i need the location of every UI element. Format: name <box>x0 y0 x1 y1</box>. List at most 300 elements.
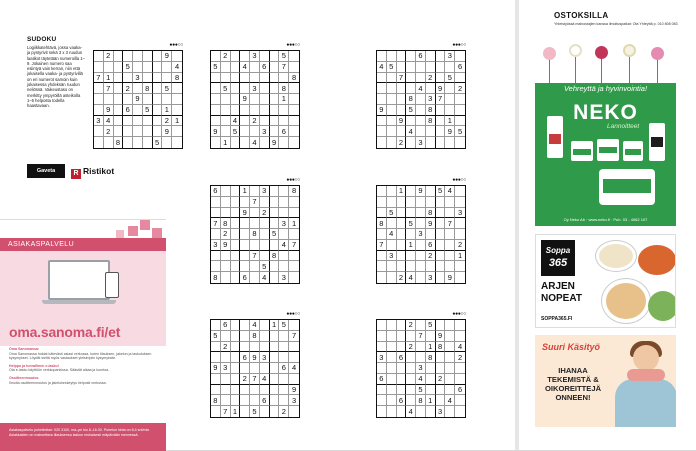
sudoku-cell <box>231 186 241 197</box>
sudoku-cell <box>387 406 397 417</box>
sudoku-cell: 2 <box>240 374 250 385</box>
sudoku-cell <box>416 342 426 353</box>
sudoku-cell <box>426 331 436 342</box>
sudoku-cell <box>377 73 387 84</box>
sudoku-cell: 4 <box>240 62 250 73</box>
sudoku-cell: 3 <box>377 352 387 363</box>
sudoku-cell: 8 <box>289 186 299 197</box>
sudoku-cell: 1 <box>406 240 416 251</box>
sudoku-cell <box>143 62 153 73</box>
sudoku-cell: 9 <box>240 208 250 219</box>
sudoku-cell <box>426 229 436 240</box>
sudoku-cell: 7 <box>279 62 289 73</box>
sudoku-cell <box>406 352 416 363</box>
sudoku-cell <box>143 51 153 62</box>
sudoku-cell <box>445 62 455 73</box>
sudoku-cell <box>94 62 104 73</box>
sudoku-cell <box>270 94 280 105</box>
sudoku-cell: 4 <box>387 229 397 240</box>
sudoku-cell: 2 <box>162 116 172 127</box>
sudoku-cell: 4 <box>406 272 416 283</box>
sudoku-cell <box>426 261 436 272</box>
sudoku-cell: 8 <box>172 73 182 84</box>
sudoku-cell <box>397 83 407 94</box>
sudoku-cell: 3 <box>416 229 426 240</box>
sudoku-cell <box>279 385 289 396</box>
sudoku-cell <box>377 331 387 342</box>
sudoku-cell <box>377 186 387 197</box>
sudoku-cell <box>416 218 426 229</box>
sudoku-cell <box>162 73 172 84</box>
sudoku-cell <box>387 137 397 148</box>
sudoku-cell <box>436 137 446 148</box>
sudoku-cell: 2 <box>221 229 231 240</box>
sudoku-cell <box>289 62 299 73</box>
sudoku-cell: 2 <box>260 208 270 219</box>
sudoku-cell: 3 <box>416 137 426 148</box>
sudoku-cell <box>133 83 143 94</box>
sudoku-cell <box>387 218 397 229</box>
sudoku-cell: 9 <box>397 116 407 127</box>
sudoku-cell: 1 <box>162 105 172 116</box>
neko-logo: NEKO <box>573 101 638 124</box>
sudoku-cell <box>377 385 387 396</box>
sudoku-cell: 6 <box>455 385 465 396</box>
sudoku-cell <box>436 272 446 283</box>
cs-header: ASIAKASPALVELU <box>0 238 166 251</box>
laptop-base-icon <box>42 300 116 304</box>
sudoku-cell <box>397 62 407 73</box>
sudoku-cell <box>387 105 397 116</box>
sudoku-cell: 6 <box>455 62 465 73</box>
sudoku-cell: 3 <box>445 51 455 62</box>
cs-url: oma.sanoma.fi/et <box>9 324 121 340</box>
sudoku-cell <box>455 320 465 331</box>
person-face-image <box>633 345 659 371</box>
sudoku-cell <box>445 137 455 148</box>
sudoku-cell <box>172 83 182 94</box>
sudoku-cell: 9 <box>377 105 387 116</box>
cs-heading-2: Helppo ja turvallinen e-lasku! <box>9 363 59 368</box>
sudoku-cell: 2 <box>455 352 465 363</box>
sudoku-cell: 2 <box>250 116 260 127</box>
sudoku-cell <box>387 94 397 105</box>
sudoku-cell: 5 <box>445 73 455 84</box>
sudoku-cell <box>211 208 221 219</box>
sudoku-cell <box>153 83 163 94</box>
sudoku-cell <box>153 62 163 73</box>
sudoku-cell: 5 <box>143 105 153 116</box>
sudoku-cell: 8 <box>221 218 231 229</box>
sudoku-cell: 6 <box>279 363 289 374</box>
sudoku-cell <box>445 385 455 396</box>
sudoku-cell <box>211 342 221 353</box>
sudoku-cell: 4 <box>279 240 289 251</box>
sudoku-cell <box>416 272 426 283</box>
sudoku-cell: 2 <box>406 342 416 353</box>
sudoku-cell: 2 <box>279 406 289 417</box>
sudoku-cell <box>426 197 436 208</box>
sudoku-cell: 7 <box>436 94 446 105</box>
sudoku-cell <box>406 374 416 385</box>
sudoku-cell <box>250 240 260 251</box>
sudoku-cell <box>455 374 465 385</box>
sudoku-cell <box>270 83 280 94</box>
sudoku-cell <box>250 261 260 272</box>
sudoku-cell <box>133 51 143 62</box>
sudoku-cell <box>279 186 289 197</box>
sudoku-cell <box>221 62 231 73</box>
sudoku-cell: 5 <box>387 62 397 73</box>
sudoku-cell <box>270 73 280 84</box>
sudoku-cell: 7 <box>377 240 387 251</box>
sudoku-cell <box>445 320 455 331</box>
sudoku-cell: 3 <box>436 406 446 417</box>
sudoku-cell: 1 <box>270 320 280 331</box>
sudoku-cell: 2 <box>455 83 465 94</box>
sudoku-cell <box>445 105 455 116</box>
sudoku-cell <box>231 208 241 219</box>
sudoku-cell <box>240 395 250 406</box>
sudoku-cell: 5 <box>387 208 397 219</box>
sudoku-cell <box>436 218 446 229</box>
sudoku-cell <box>377 342 387 353</box>
sudoku-cell: 7 <box>289 240 299 251</box>
sudoku-cell <box>445 261 455 272</box>
sudoku-cell <box>436 363 446 374</box>
sudoku-cell <box>231 395 241 406</box>
fertilizer-jar-image <box>571 141 593 161</box>
sudoku-cell <box>397 218 407 229</box>
sudoku-cell <box>211 406 221 417</box>
sudoku-cell <box>231 137 241 148</box>
sudoku-cell <box>94 137 104 148</box>
sudoku-cell <box>172 126 182 137</box>
food-plate-image <box>602 279 650 323</box>
sudoku-cell <box>397 229 407 240</box>
sudoku-cell: 9 <box>221 240 231 251</box>
sudoku-cell: 8 <box>270 251 280 262</box>
sudoku-cell <box>279 331 289 342</box>
sudoku-cell <box>270 272 280 283</box>
sudoku-cell <box>445 240 455 251</box>
sudoku-cell <box>221 126 231 137</box>
sudoku-cell: 2 <box>123 83 133 94</box>
sudoku-cell <box>416 94 426 105</box>
sudoku-cell <box>377 272 387 283</box>
difficulty-rating: ●●●○○ <box>452 311 466 317</box>
sudoku-cell <box>455 406 465 417</box>
sudoku-cell <box>445 331 455 342</box>
sudoku-cell <box>143 73 153 84</box>
sudoku-cell <box>270 331 280 342</box>
sudoku-cell <box>279 208 289 219</box>
sudoku-cell <box>279 342 289 353</box>
sudoku-grid <box>376 50 466 149</box>
sudoku-cell: 4 <box>445 395 455 406</box>
sudoku-cell <box>445 251 455 262</box>
sudoku-cell <box>240 83 250 94</box>
sudoku-cell <box>270 105 280 116</box>
difficulty-rating: ●●●○○ <box>452 42 466 48</box>
sudoku-cell <box>445 197 455 208</box>
sudoku-cell <box>416 197 426 208</box>
sudoku-cell <box>387 363 397 374</box>
sudoku-cell <box>260 137 270 148</box>
sudoku-cell <box>436 385 446 396</box>
sudoku-cell <box>231 105 241 116</box>
sudoku-cell: 5 <box>162 83 172 94</box>
sudoku-cell: 5 <box>455 126 465 137</box>
sudoku-cell: 8 <box>211 272 221 283</box>
sudoku-cell <box>250 342 260 353</box>
cs-heading-1: Oma Sanomassa: <box>9 347 40 351</box>
sudoku-cell <box>436 229 446 240</box>
sudoku-cell: 7 <box>221 406 231 417</box>
sudoku-cell <box>133 137 143 148</box>
sudoku-cell: 5 <box>436 186 446 197</box>
sudoku-cell <box>445 94 455 105</box>
sudoku-cell <box>455 116 465 127</box>
sudoku-cell <box>211 105 221 116</box>
sudoku-cell <box>240 331 250 342</box>
sudoku-cell <box>250 385 260 396</box>
sudoku-cell <box>240 73 250 84</box>
sudoku-puzzle-5 <box>376 177 466 285</box>
sudoku-cell <box>250 218 260 229</box>
sudoku-cell: 3 <box>94 116 104 127</box>
shopping-page <box>519 0 696 450</box>
sudoku-cell <box>270 197 280 208</box>
sudoku-cell <box>436 105 446 116</box>
sudoku-cell <box>250 73 260 84</box>
sudoku-cell: 2 <box>221 342 231 353</box>
sudoku-cell <box>270 385 280 396</box>
sudoku-cell <box>221 116 231 127</box>
sudoku-cell: 4 <box>250 320 260 331</box>
sudoku-cell <box>231 73 241 84</box>
soppa-logo-line1: Soppa <box>545 246 571 255</box>
sudoku-cell <box>240 320 250 331</box>
sudoku-cell <box>240 126 250 137</box>
fertilizer-bucket-image <box>599 169 655 205</box>
sudoku-cell <box>260 363 270 374</box>
sudoku-cell <box>377 137 387 148</box>
sudoku-cell: 4 <box>260 272 270 283</box>
sudoku-cell: 5 <box>426 320 436 331</box>
sudoku-cell <box>279 374 289 385</box>
sudoku-cell: 4 <box>416 83 426 94</box>
sudoku-cell <box>270 352 280 363</box>
sudoku-cell: 4 <box>231 116 241 127</box>
sudoku-cell: 1 <box>221 137 231 148</box>
sudoku-cell: 1 <box>445 116 455 127</box>
sudoku-cell <box>387 51 397 62</box>
sudoku-cell <box>289 320 299 331</box>
sudoku-grid <box>210 319 300 418</box>
neko-logo-sub: Lannoitteet <box>607 123 640 130</box>
sudoku-cell: 3 <box>279 218 289 229</box>
sudoku-cell <box>416 116 426 127</box>
sudoku-grid <box>210 185 300 284</box>
sudoku-cell <box>445 83 455 94</box>
sudoku-cell <box>436 261 446 272</box>
fertilizer-jar-image <box>597 139 619 161</box>
sudoku-grid <box>93 50 183 149</box>
sudoku-cell <box>123 116 133 127</box>
sudoku-cell <box>270 126 280 137</box>
sudoku-cell <box>279 251 289 262</box>
sudoku-puzzle-4 <box>210 177 300 285</box>
sudoku-cell <box>406 73 416 84</box>
shopping-subtitle: Yhteistyössä mainostajien kanssa ilmoituspaikat: Ota Yhteyttä p. 010 808 083 <box>554 22 678 26</box>
sudoku-cell <box>94 83 104 94</box>
sudoku-cell <box>416 73 426 84</box>
sudoku-cell <box>250 186 260 197</box>
sudoku-cell <box>377 94 387 105</box>
sudoku-cell <box>387 126 397 137</box>
sudoku-cell: 2 <box>426 73 436 84</box>
sudoku-cell <box>377 208 387 219</box>
sudoku-cell <box>240 385 250 396</box>
sudoku-cell <box>406 261 416 272</box>
sudoku-cell: 9 <box>445 272 455 283</box>
sudoku-cell: 5 <box>416 385 426 396</box>
sudoku-cell: 3 <box>250 51 260 62</box>
sudoku-cell <box>114 94 124 105</box>
sudoku-cell <box>260 116 270 127</box>
sudoku-cell: 1 <box>426 342 436 353</box>
sudoku-cell <box>397 51 407 62</box>
sudoku-cell <box>221 186 231 197</box>
sudoku-grid <box>210 50 300 149</box>
sudoku-cell: 5 <box>123 62 133 73</box>
sudoku-cell <box>172 137 182 148</box>
sudoku-cell: 2 <box>426 251 436 262</box>
sudoku-puzzle-3 <box>376 42 466 150</box>
sudoku-cell <box>387 186 397 197</box>
sudoku-cell: 4 <box>416 374 426 385</box>
sudoku-cell: 5 <box>279 320 289 331</box>
sudoku-cell <box>377 197 387 208</box>
sudoku-cell <box>436 208 446 219</box>
sudoku-cell <box>289 126 299 137</box>
sudoku-cell <box>153 126 163 137</box>
sudoku-cell <box>387 395 397 406</box>
sudoku-cell <box>231 352 241 363</box>
sudoku-cell: 8 <box>416 395 426 406</box>
ristikot-logo <box>71 164 114 178</box>
sudoku-cell <box>377 116 387 127</box>
sudoku-cell <box>231 218 241 229</box>
sudoku-cell <box>114 73 124 84</box>
sudoku-cell <box>260 197 270 208</box>
sudoku-cell <box>397 342 407 353</box>
sudoku-cell <box>250 208 260 219</box>
sudoku-cell <box>250 272 260 283</box>
sudoku-cell <box>260 83 270 94</box>
knitted-scarf-image <box>627 369 665 381</box>
sudoku-cell: 7 <box>397 73 407 84</box>
sudoku-cell <box>143 126 153 137</box>
sudoku-cell <box>211 229 221 240</box>
sudoku-cell: 2 <box>397 272 407 283</box>
cs-text-2: Ota e-lasku käyttöön verkkopankissa. Säästät aikaa ja luontoa. <box>9 368 110 373</box>
sudoku-cell <box>114 116 124 127</box>
sudoku-cell: 6 <box>211 186 221 197</box>
sudoku-cell <box>231 272 241 283</box>
sudoku-cell: 4 <box>406 126 416 137</box>
sudoku-cell <box>240 261 250 272</box>
soppa365-ad <box>535 234 676 328</box>
fertilizer-bottle-image <box>649 123 665 161</box>
sudoku-cell <box>260 218 270 229</box>
sudoku-cell: 9 <box>426 218 436 229</box>
sudoku-cell <box>123 126 133 137</box>
sudoku-cell <box>387 320 397 331</box>
neko-ad <box>535 41 676 226</box>
sudoku-cell <box>231 374 241 385</box>
sudoku-cell: 5 <box>211 62 221 73</box>
publisher-logos <box>27 164 127 180</box>
sudoku-cell <box>406 251 416 262</box>
sudoku-cell <box>455 395 465 406</box>
sudoku-cell <box>143 137 153 148</box>
sudoku-cell <box>289 51 299 62</box>
sudoku-cell: 6 <box>240 352 250 363</box>
cs-footer: Asiakaspalvelu puhelimitse: 020 3100, ma–pe klo 8–16.30. Puhelun hinta on 8,4 snt/min. Asiakkaiden on maksettava tilauksensa laskun mukaisesti eräpäivään mennessä. <box>0 423 166 451</box>
sudoku-cell <box>416 105 426 116</box>
sudoku-cell: 4 <box>289 363 299 374</box>
sudoku-cell: 9 <box>270 137 280 148</box>
sudoku-cell <box>289 137 299 148</box>
sudoku-cell <box>153 94 163 105</box>
sudoku-cell <box>260 251 270 262</box>
sudoku-cell <box>406 331 416 342</box>
sudoku-cell <box>231 62 241 73</box>
sudoku-cell <box>289 208 299 219</box>
sudoku-cell: 5 <box>260 261 270 272</box>
sudoku-cell <box>240 105 250 116</box>
sudoku-cell: 6 <box>426 240 436 251</box>
sudoku-cell <box>221 374 231 385</box>
sudoku-cell <box>455 105 465 116</box>
sudoku-cell <box>289 352 299 363</box>
sudoku-cell: 8 <box>250 331 260 342</box>
food-bowl-image <box>638 245 676 275</box>
sudoku-cell <box>445 208 455 219</box>
sudoku-cell <box>455 73 465 84</box>
sudoku-cell <box>270 51 280 62</box>
sudoku-cell <box>387 73 397 84</box>
suuri-slogan: IHANAA TEKEMISTÄ & OIKOREITTEJÄ ONNEEN! <box>544 366 602 402</box>
sudoku-cell <box>221 261 231 272</box>
sudoku-puzzle-6 <box>210 311 300 419</box>
sudoku-cell: 8 <box>289 73 299 84</box>
sudoku-cell <box>133 62 143 73</box>
fertilizer-bottle-image <box>547 116 563 158</box>
intro-text: Logiikkatehtävä, jossa vaaka- ja pystyrivit sekä 3 x 3 ruudun laatikot täytetään numeroilla 1–9. Jokainen numero saa esiintyä vain kerran, niin että jokaisella vaaka- ja pystyrivillä on eri numerot samoin kuin jokaisessa yhdeksän ruudun neliössä. Vaikeustaso on merkitty ympyröillä asteikolla 1–5 helposta todella haastavaan. <box>27 45 85 109</box>
sudoku-cell <box>270 342 280 353</box>
sudoku-cell <box>289 229 299 240</box>
sudoku-cell: 9 <box>445 126 455 137</box>
sudoku-cell <box>397 94 407 105</box>
sudoku-cell: 3 <box>426 94 436 105</box>
sudoku-cell <box>260 94 270 105</box>
sudoku-cell <box>426 126 436 137</box>
sudoku-cell <box>426 137 436 148</box>
sudoku-cell: 6 <box>260 62 270 73</box>
